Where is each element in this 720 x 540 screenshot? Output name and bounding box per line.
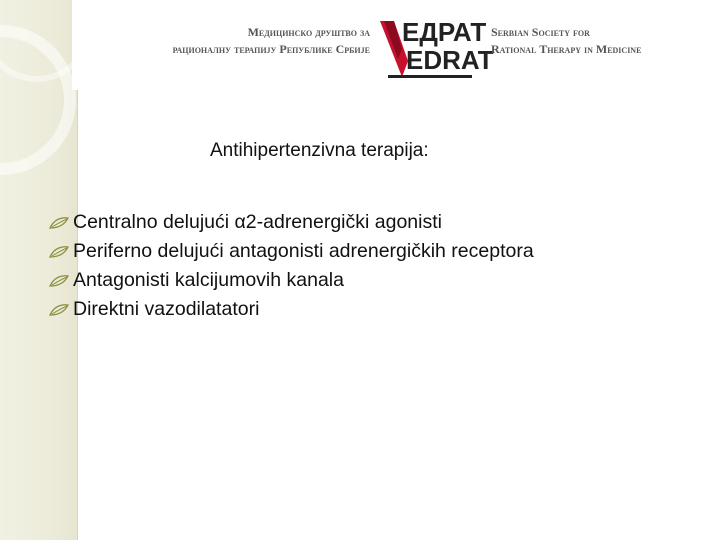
slide-title: Antihipertenzivna terapija: — [210, 140, 429, 161]
list-item — [48, 237, 534, 266]
leaf-bullet-icon — [48, 302, 70, 318]
leaf-bullet-icon — [48, 215, 70, 231]
header-left-line1: Медицинско друштво за — [247, 25, 370, 39]
list-item — [48, 295, 534, 324]
logo-text-latin: EDRAT — [406, 45, 494, 75]
logo-text-cyrillic: ЕДРАТ — [402, 17, 487, 47]
society-name-serbian — [150, 24, 370, 58]
list-item — [48, 266, 534, 295]
bullet-text: Centralno delujući α2-adrenergički agonisti — [73, 211, 442, 233]
bullet-list — [48, 208, 534, 324]
list-item — [48, 208, 534, 237]
slide-header — [72, 0, 642, 90]
bullet-text: Periferno delujući antagonisti adrenergičkih receptora — [73, 240, 534, 262]
bullet-text: Antagonisti kalcijumovih kanala — [73, 269, 344, 291]
header-right-line1: Serbian Society for — [491, 25, 590, 39]
header-left-line2: рационалну терапију Републике Србије — [172, 42, 370, 56]
leaf-bullet-icon — [48, 244, 70, 260]
bullet-text: Direktni vazodilatatori — [73, 298, 260, 320]
medrat-logo — [368, 13, 494, 81]
leaf-bullet-icon — [48, 273, 70, 289]
society-name-english — [491, 24, 641, 58]
header-right-line2: Rational Therapy in Medicine — [491, 42, 642, 56]
